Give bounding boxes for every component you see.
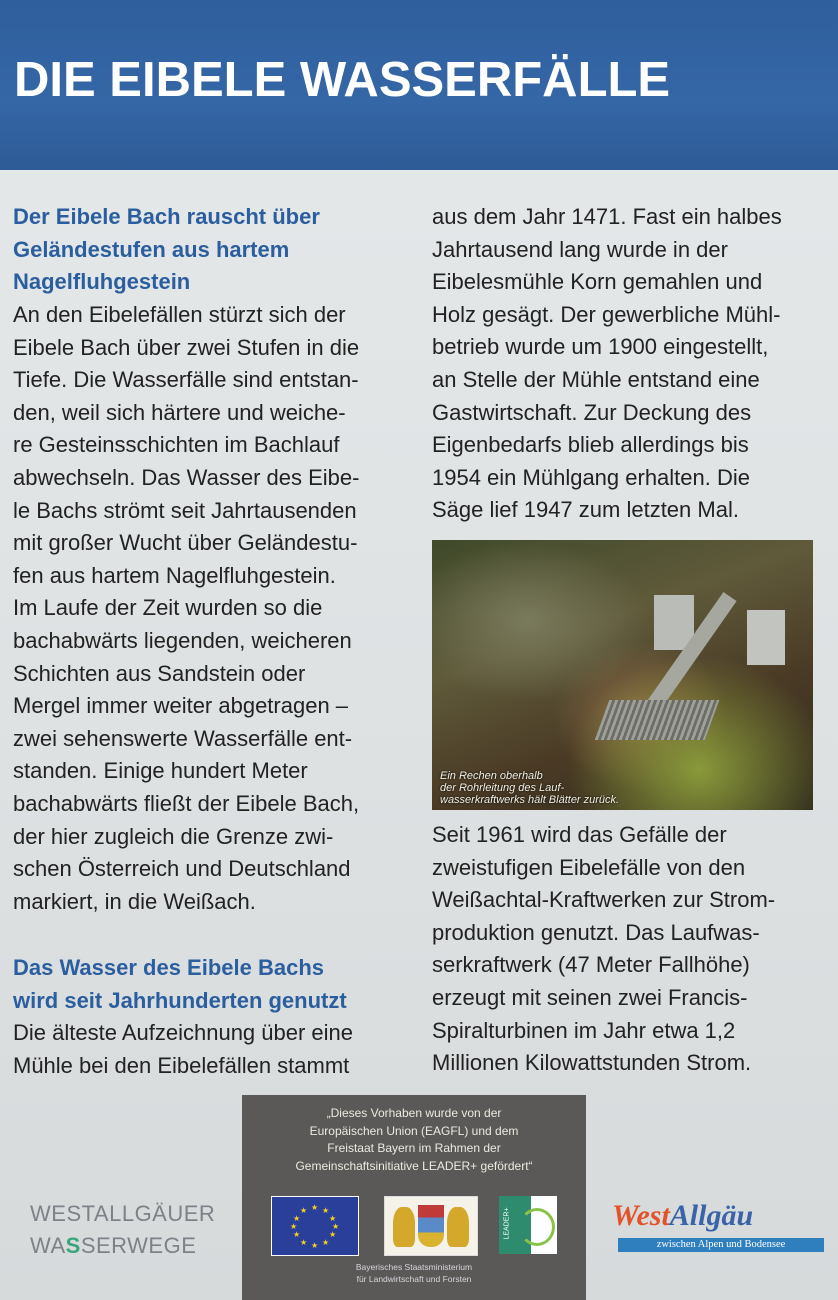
- logo-west: West: [612, 1199, 670, 1232]
- logo-subtitle: zwischen Alpen und Bodensee: [618, 1238, 824, 1252]
- page-title: DIE EIBELE WASSERFÄLLE: [14, 53, 671, 107]
- bavarian-coat-of-arms-icon: [384, 1196, 478, 1256]
- photo-caption: Ein Rechen oberhalb der Rohrleitung des Lauf- wasserkraftwerks hält Blätter zurück.: [440, 770, 620, 806]
- section-body-1: An den Eibelefällen stürzt sich der Eibele Bach über zwei Stufen in die Tiefe. Die Wasserfälle sind entstan- den, weil sich härtere und weiche- re Gesteinsschichten im Bachlauf abwechseln. Das Wasser des Eibe- le Bachs strömt seit Jahrtausenden mit großer Wucht über Geländestu- fen aus hartem Nagelfluhgestein. Im Laufe der Zeit wurden so die bachabwärts liegenden, weicheren Schichten aus Sandstein oder Mergel immer weiter abgetragen – zwei sehenswerte Wasserfälle ent- standen. Einige hundert Meter bachabwärts fließt der Eibele Bach, der hier zugleich die Grenze zwi- schen Österreich und Deutschland markiert, in die Weißach.: [13, 302, 360, 914]
- section-heading-1: Der Eibele Bach rauscht über Geländestufen aus hartem Nagelfluhgestein: [13, 204, 320, 295]
- logo-line-2: [30, 1230, 215, 1262]
- west-allgaeu-logo: [612, 1198, 826, 1258]
- westallgaeuer-wasserwege-logo: [30, 1198, 215, 1262]
- leader-circle-icon: [519, 1208, 555, 1246]
- photo-rake: [595, 700, 720, 740]
- logo-wordmark: [612, 1198, 753, 1234]
- logo-part: SERWEGE: [80, 1233, 197, 1258]
- section-body-2: Die älteste Aufzeichnung über eine Mühle bei den Eibelefällen stammt: [13, 1020, 354, 1078]
- right-column-bottom: Seit 1961 wird das Gefälle der zweistufigen Eibelefälle von den Weißachtal-Kraftwerken zur Strom- produktion genutzt. Das Laufwas- serkraftwerk (47 Meter Fallhöhe) erzeugt mit seinen zwei Francis- Spiralturbinen im Jahr etwa 1,2 Millionen Kilowattstunden Strom.: [432, 822, 776, 1076]
- funding-quote: „Dieses Vorhaben wurde von der Europäischen Union (EAGFL) und dem Freistaat Bayern im Rahmen der Gemeinschaftsinitiative LEADER+ gefördert“: [295, 1106, 533, 1173]
- logo-part: WA: [30, 1233, 66, 1258]
- lion-icon: [447, 1207, 469, 1247]
- leader-logo-icon: [499, 1196, 557, 1254]
- leader-label: LEADER+: [503, 1207, 511, 1240]
- logo-s-wave: S: [65, 1233, 81, 1258]
- eu-flag-icon: ★ ★ ★ ★ ★ ★ ★ ★ ★ ★ ★ ★: [271, 1196, 359, 1256]
- ministry-label: Bayerisches Staatsministerium für Landwirtschaft und Forsten: [355, 1262, 473, 1284]
- right-column-top: aus dem Jahr 1471. Fast ein halbes Jahrtausend lang wurde in der Eibelesmühle Korn gemahlen und Holz gesägt. Der gewerbliche Mühl- betrieb wurde um 1900 eingestellt, an Stelle der Mühle entstand eine Gastwirtschaft. Zur Deckung des Eigenbedarfs blieb allerdings bis 1954 ein Mühlgang erhalten. Die Säge lief 1947 zum letzten Mal.: [432, 204, 782, 523]
- logo-allgaeu: Allgäu: [669, 1199, 754, 1232]
- shield-icon: [418, 1205, 444, 1247]
- photo-cabinet: [747, 610, 785, 665]
- logo-line-1: WESTALLGÄUER: [30, 1201, 216, 1226]
- funding-box: [242, 1095, 586, 1300]
- lion-icon: [393, 1207, 415, 1247]
- waterwheel-rake-photo: [432, 540, 813, 810]
- section-heading-2: Das Wasser des Eibele Bachs wird seit Jahrhunderten genutzt: [13, 955, 347, 1013]
- header-banner: [0, 0, 838, 170]
